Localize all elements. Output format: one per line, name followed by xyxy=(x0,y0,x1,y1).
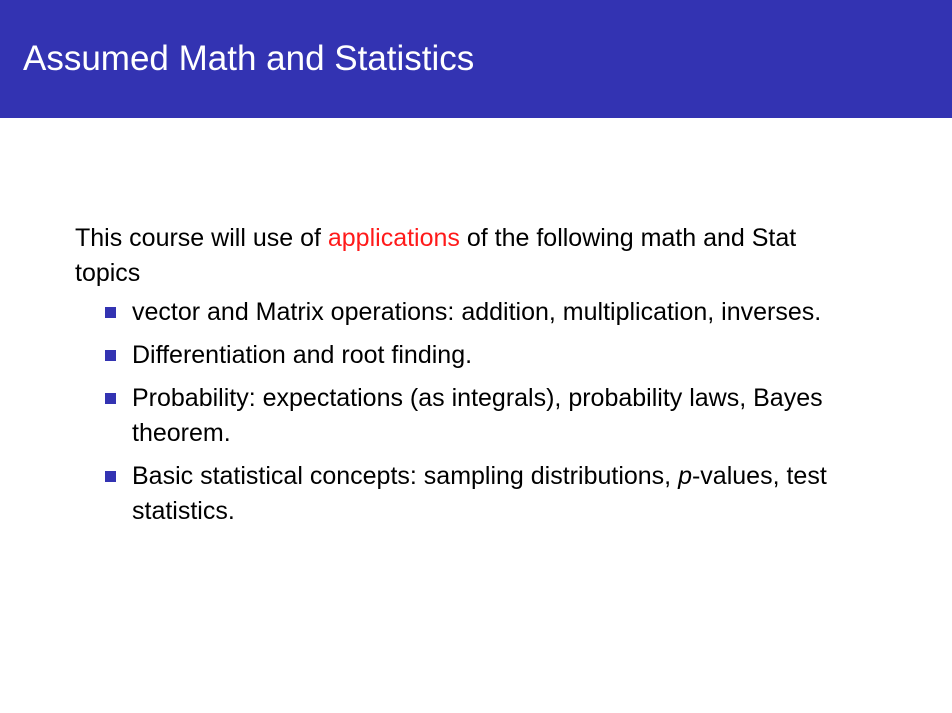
topic-item-probability xyxy=(75,381,915,451)
topic-item-matrix xyxy=(75,295,915,330)
topic-list xyxy=(75,295,915,529)
intro-before: This course will use of xyxy=(75,224,328,252)
intro-highlight: applications xyxy=(327,224,460,252)
topic-text: vector and Matrix operations: addition, multiplication, inverses. xyxy=(132,298,822,326)
intro-paragraph xyxy=(75,221,865,291)
topic-text: Differentiation and root finding. xyxy=(132,341,473,369)
topic-text xyxy=(132,459,892,529)
topic-text-after: -values, test statistics. xyxy=(132,462,827,525)
intro-after: of the following math and Stat topics xyxy=(75,224,797,287)
topic-item-statistics xyxy=(75,459,915,529)
title-bar xyxy=(0,0,952,118)
slide-content xyxy=(75,221,915,537)
topic-item-differentiation xyxy=(75,338,915,373)
p-value-italic: p xyxy=(678,462,692,490)
square-bullet-icon xyxy=(105,471,116,482)
topic-text-before: Basic statistical concepts: sampling distributions, xyxy=(132,462,679,490)
topic-text: Probability: expectations (as integrals), probability laws, Bayes theorem. xyxy=(132,384,823,447)
square-bullet-icon xyxy=(105,350,116,361)
square-bullet-icon xyxy=(105,393,116,404)
square-bullet-icon xyxy=(105,307,116,318)
slide-title: Assumed Math and Statistics xyxy=(23,39,475,78)
